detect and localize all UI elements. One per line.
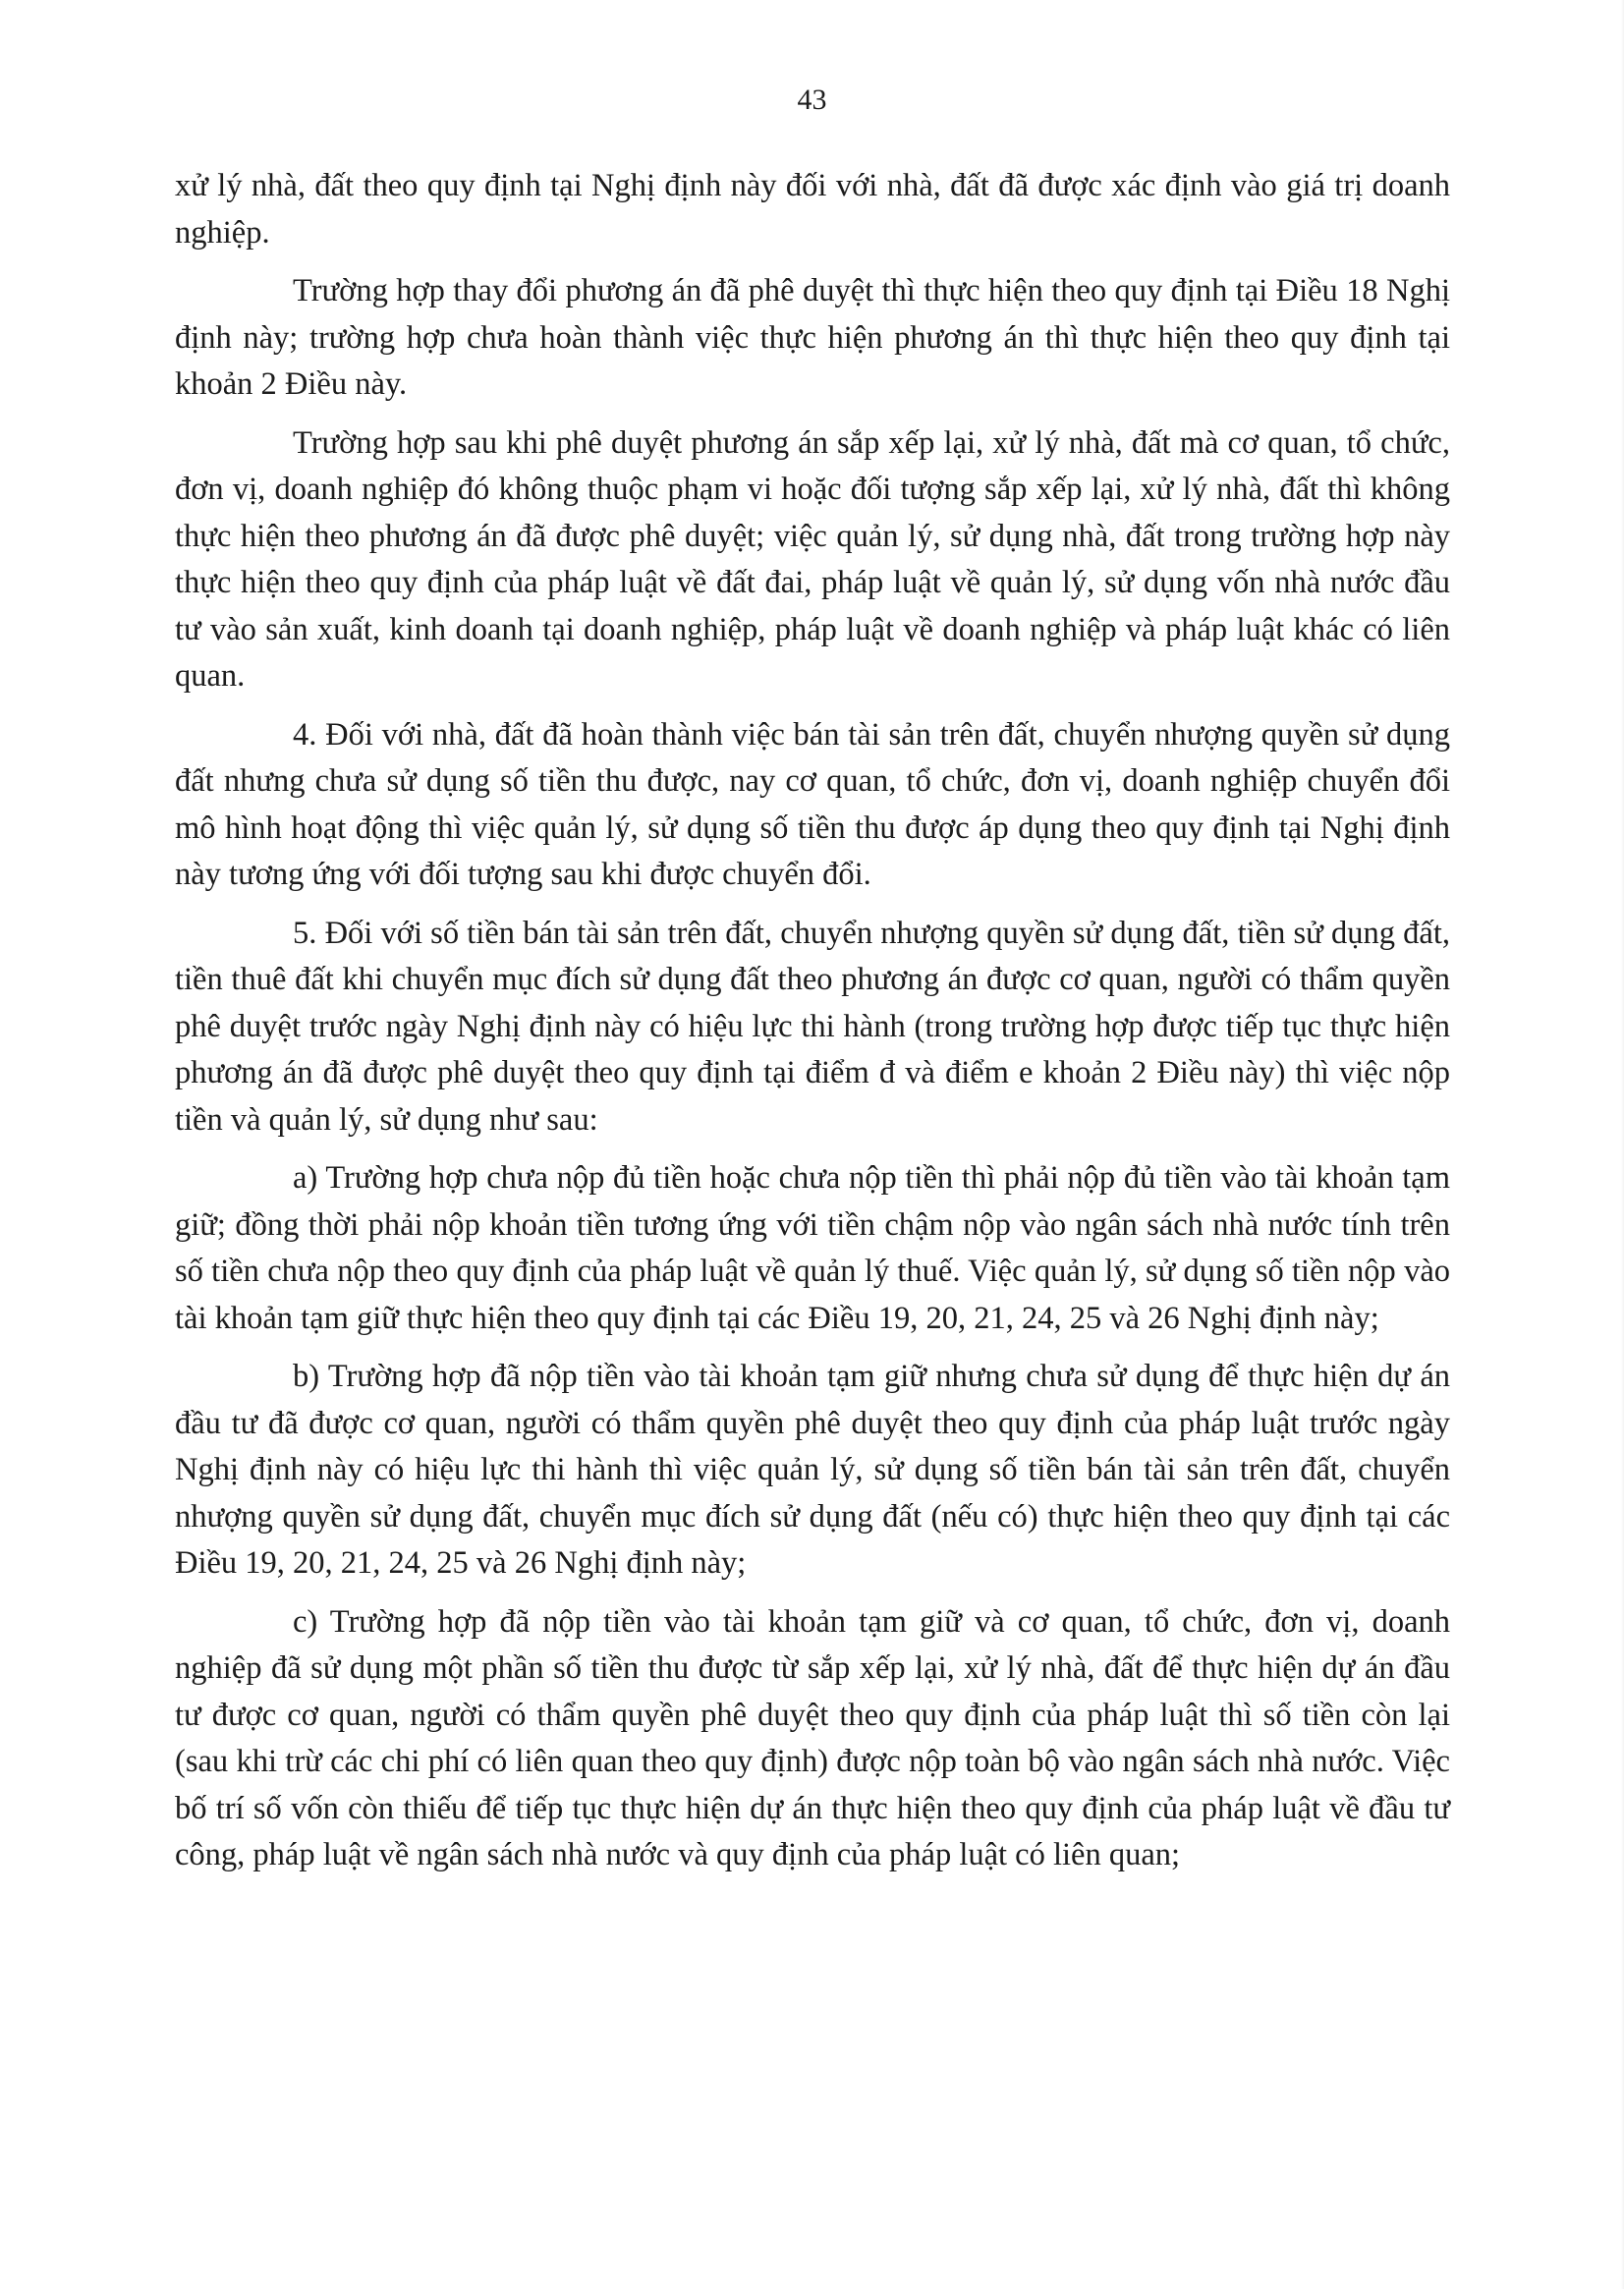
paragraph-point-a: a) Trường hợp chưa nộp đủ tiền hoặc chưa nộp tiền thì phải nộp đủ tiền vào tài khoản tạm giữ; đồng thời phải nộp khoản tiền tương ứng với tiền chậm nộp vào ngân sách nhà nước tính trên số tiền chưa nộp theo quy định của pháp luật về quản lý thuế. Việc quản lý, sử dụng số tiền nộp vào tài khoản tạm giữ thực hiện theo quy định tại các Điều 19, 20, 21, 24, 25 và 26 Nghị định này; <box>175 1160 1450 1336</box>
page-number: 43 <box>797 84 827 116</box>
paragraph-point-c: c) Trường hợp đã nộp tiền vào tài khoản tạm giữ và cơ quan, tổ chức, đơn vị, doanh nghiệp đã sử dụng một phần số tiền thu được từ sắp xếp lại, xử lý nhà, đất để thực hiện dự án đầu tư được cơ quan, người có thẩm quyền phê duyệt theo quy định của pháp luật thì số tiền còn lại (sau khi trừ các chi phí có liên quan theo quy định) được nộp toàn bộ vào ngân sách nhà nước. Việc bố trí số vốn còn thiếu để tiếp tục thực hiện dự án thực hiện theo quy định của pháp luật về đầu tư công, pháp luật về ngân sách nhà nước và quy định của pháp luật có liên quan; <box>175 1603 1450 1872</box>
paragraph-continuation: xử lý nhà, đất theo quy định tại Nghị định này đối với nhà, đất đã được xác định vào giá trị doanh nghiệp. <box>175 168 1450 251</box>
paragraph-out-of-scope: Trường hợp sau khi phê duyệt phương án sắp xếp lại, xử lý nhà, đất mà cơ quan, tổ chức, đơn vị, doanh nghiệp đó không thuộc phạm vi hoặc đối tượng sắp xếp lại, xử lý nhà, đất thì không thực hiện theo phương án đã được phê duyệt; việc quản lý, sử dụng nhà, đất trong trường hợp này thực hiện theo quy định của pháp luật về đất đai, pháp luật về quản lý, sử dụng vốn nhà nước đầu tư vào sản xuất, kinh doanh tại doanh nghiệp, pháp luật về doanh nghiệp và pháp luật khác có liên quan. <box>175 424 1450 694</box>
document-body <box>175 163 1450 1891</box>
paragraph-clause-4: 4. Đối với nhà, đất đã hoàn thành việc bán tài sản trên đất, chuyển nhượng quyền sử dụng đất nhưng chưa sử dụng số tiền thu được, nay cơ quan, tổ chức, đơn vị, doanh nghiệp chuyển đổi mô hình hoạt động thì việc quản lý, sử dụng số tiền thu được áp dụng theo quy định tại Nghị định này tương ứng với đối tượng sau khi được chuyển đổi. <box>175 716 1450 892</box>
paragraph-clause-5: 5. Đối với số tiền bán tài sản trên đất, chuyển nhượng quyền sử dụng đất, tiền sử dụng đất, tiền thuê đất khi chuyển mục đích sử dụng đất theo phương án được cơ quan, người có thẩm quyền phê duyệt trước ngày Nghị định này có hiệu lực thi hành (trong trường hợp được tiếp tục thực hiện phương án đã được phê duyệt theo quy định tại điểm đ và điểm e khoản 2 Điều này) thì việc nộp tiền và quản lý, sử dụng như sau: <box>175 915 1450 1138</box>
paragraph-point-b: b) Trường hợp đã nộp tiền vào tài khoản tạm giữ nhưng chưa sử dụng để thực hiện dự án đầu tư đã được cơ quan, người có thẩm quyền phê duyệt theo quy định của pháp luật trước ngày Nghị định này có hiệu lực thi hành thì việc quản lý, sử dụng số tiền bán tài sản trên đất, chuyển nhượng quyền sử dụng đất, chuyển mục đích sử dụng đất (nếu có) thực hiện theo quy định tại các Điều 19, 20, 21, 24, 25 và 26 Nghị định này; <box>175 1359 1450 1581</box>
paragraph-plan-change: Trường hợp thay đổi phương án đã phê duyệt thì thực hiện theo quy định tại Điều 18 Nghị định này; trường hợp chưa hoàn thành việc thực hiện phương án thì thực hiện theo quy định tại khoản 2 Điều này. <box>175 273 1450 402</box>
